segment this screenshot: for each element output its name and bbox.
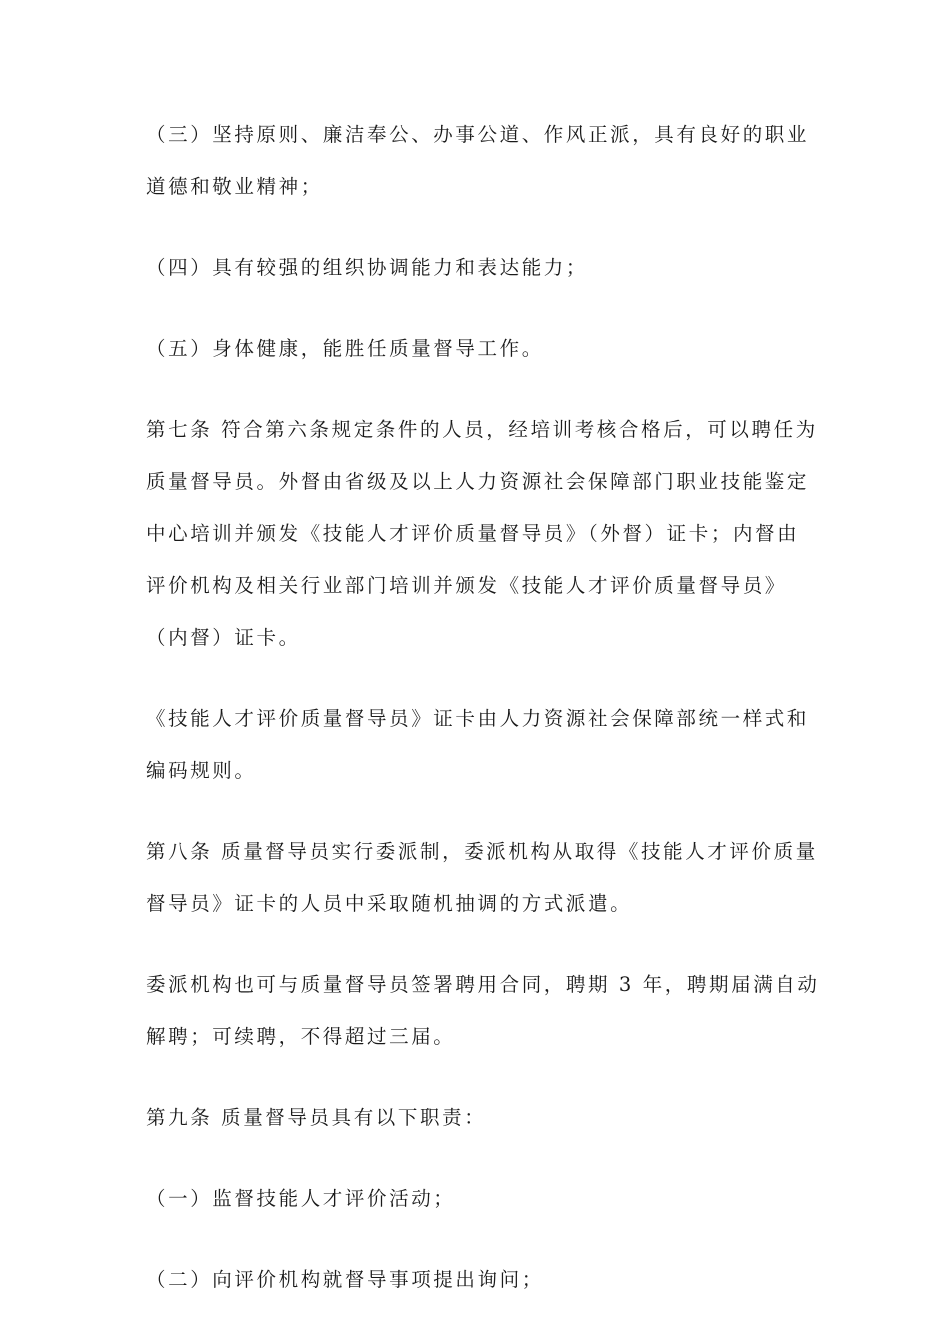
text-line: 第九条 质量督导员具有以下职责： (146, 1106, 487, 1129)
text-line: 道德和敬业精神； (146, 175, 323, 198)
text-line: 《技能人才评价质量督导员》证卡由人力资源社会保障部统一样式和 (146, 707, 810, 730)
paragraph-article-8 (146, 826, 818, 930)
text-line: 质量督导员。外督由省级及以上人力资源社会保障部门职业技能鉴定 (146, 470, 810, 493)
document-body (146, 109, 820, 1335)
text-line: 委派机构也可与质量督导员签署聘用合同，聘期 3 年，聘期届满自动 (146, 973, 820, 996)
text-line: 评价机构及相关行业部门培训并颁发《技能人才评价质量督导员》 (146, 574, 787, 597)
paragraph-duty-1 (146, 1173, 806, 1225)
text-line: （五）身体健康，能胜任质量督导工作。 (146, 337, 544, 360)
paragraph-card-format (146, 693, 810, 797)
text-line: （二）向评价机构就督导事项提出询问； (146, 1268, 544, 1291)
paragraph-contract (146, 959, 820, 1063)
text-line: （一）监督技能人才评价活动； (146, 1187, 456, 1210)
text-line: （三）坚持原则、廉洁奉公、办事公道、作风正派，具有良好的职业 (146, 123, 810, 146)
paragraph-item-3 (146, 109, 810, 213)
text-line: 解聘；可续聘，不得超过三届。 (146, 1025, 456, 1048)
paragraph-article-9 (146, 1092, 806, 1144)
paragraph-item-5 (146, 323, 806, 375)
text-line: 中心培训并颁发《技能人才评价质量督导员》（外督）证卡；内督由 (146, 522, 800, 545)
paragraph-item-4 (146, 242, 806, 294)
text-line: （四）具有较强的组织协调能力和表达能力； (146, 256, 589, 279)
paragraph-duty-2 (146, 1254, 806, 1306)
text-line: 督导员》证卡的人员中采取随机抽调的方式派遣。 (146, 892, 633, 915)
paragraph-article-7 (146, 404, 818, 664)
text-line: 第八条 质量督导员实行委派制，委派机构从取得《技能人才评价质量 (146, 840, 818, 863)
text-line: 编码规则。 (146, 759, 257, 782)
text-line: （内督）证卡。 (146, 626, 301, 649)
text-line: 第七条 符合第六条规定条件的人员，经培训考核合格后，可以聘任为 (146, 418, 818, 441)
